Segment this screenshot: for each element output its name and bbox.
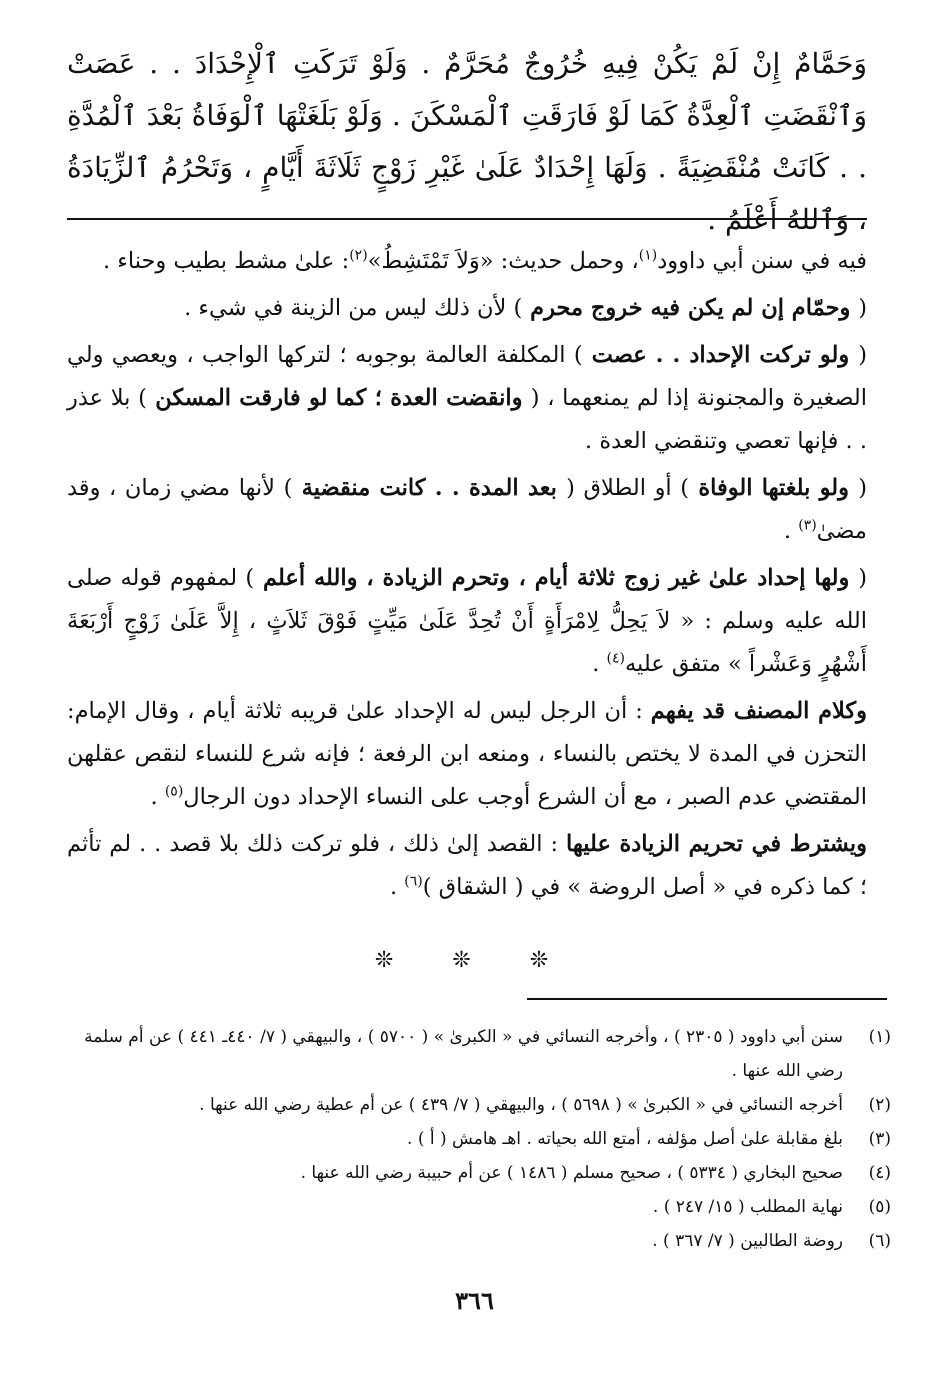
commentary-text: فيه في سنن أبي داوود <box>657 248 867 274</box>
quoted-matn: وحمّام إن لم يكن فيه خروج محرم <box>522 295 859 321</box>
footnote-item <box>55 1088 891 1122</box>
commentary-paragraph-7 <box>67 823 867 909</box>
footnote-text: بلغ مقابلة علىٰ أصل مؤلفه ، أمتع الله بحياته . اهـ هامش ( أ ) . <box>407 1129 843 1149</box>
commentary-text: : علىٰ مشط بطيب وحناء . <box>102 248 350 274</box>
footnote-ref: (٥) <box>164 783 184 800</box>
section-separator-stars: ❊ ❊ ❊ <box>374 948 575 973</box>
footnote-number: (٢) <box>868 1095 891 1115</box>
commentary-text: ) بلا عذر . . فإنها تعصي وتنقضي العدة . <box>67 385 867 454</box>
main-text: وَحَمَّامٌ إِنْ لَمْ يَكُنْ فِيهِ خُرُوجٌ مُحَرَّمٌ . وَلَوْ تَرَكَتِ ٱلْإِحْدَادَ . . عَصَتْ وَٱنْقَضَتِ ٱلْعِدَّةُ كَمَا لَوْ فَارَقَتِ ٱلْمَسْكَنَ . وَلَوْ بَلَغَتْهَا ٱلْوَفَاةُ بَعْدَ ٱلْمُدَّةِ . . كَانَتْ مُنْقَضِيَةً . وَلَهَا إِحْدَادٌ عَلَىٰ غَيْرِ زَوْجٍ ثَلَاثَةَ أَيَّامٍ ، وَتَحْرُمُ ٱلزِّيَادَةُ ، وَٱللهُ أَعْلَمُ . <box>67 47 867 236</box>
commentary-text: ( <box>858 565 867 591</box>
quoted-matn: ولها إحداد علىٰ غير زوج ثلاثة أيام ، وتحرم الزيادة ، والله أعلم <box>254 565 859 591</box>
footnote-number: (١) <box>868 1027 891 1047</box>
quoted-matn: ولو تركت الإحداد . . عصت <box>582 342 859 368</box>
footnote-text: أخرجه النسائي في « الكبرىٰ » ( ٥٦٩٨ ) ، والبيهقي ( ٧/ ٤٣٩ ) عن أم عطية رضي الله عنها . <box>199 1095 843 1115</box>
commentary-paragraph-1 <box>67 240 867 283</box>
footnote-ref: (٣) <box>798 517 817 534</box>
commentary-text: ) لأنها مضي زمان ، وقد مضىٰ <box>67 475 867 544</box>
footnote-ref: (٦) <box>404 873 423 890</box>
commentary-paragraph-5 <box>67 557 867 686</box>
footnote-divider <box>527 998 887 1000</box>
bold-lead: ويشترط في تحريم الزيادة عليها <box>565 831 867 857</box>
footnote-ref: (١) <box>638 247 658 264</box>
commentary-text: ) لأن ذلك ليس من الزينة في شيء . <box>184 295 523 321</box>
commentary-paragraph-2 <box>67 287 867 330</box>
commentary-text: ) أو الطلاق ( <box>566 475 690 501</box>
commentary-text: . <box>592 651 607 677</box>
commentary-text: . <box>389 874 405 900</box>
footnote-text: نهاية المطلب ( ١٥/ ٢٤٧ ) . <box>652 1197 843 1217</box>
quoted-matn: ولو بلغتها الوفاة <box>689 475 859 501</box>
footnote-text: روضة الطالبين ( ٧/ ٣٦٧ ) . <box>652 1231 843 1251</box>
bold-lead: وكلام المصنف قد يفهم <box>650 698 867 724</box>
footnote-item <box>55 1156 891 1190</box>
footnote-number: (٦) <box>868 1231 891 1251</box>
footnote-item <box>55 1020 891 1088</box>
commentary-text: . <box>150 784 165 810</box>
commentary-paragraph-3 <box>67 334 867 463</box>
page-number: ٣٦٦ <box>455 1286 494 1315</box>
footnote-item <box>55 1190 891 1224</box>
commentary-text: ( <box>858 342 868 368</box>
commentary-text: ( <box>858 475 868 501</box>
commentary-text: : أن الرجل ليس له الإحداد علىٰ قريبه ثلاثة أيام ، وقال الإمام: التحزن في المدة لا يختص بالنساء ، ومنعه ابن الرفعة ؛ فإنه شرع للنساء لنقص عقلهن المقتضي عدم الصبر ، مع أن الشرع أوجب على النساء الإحداد دون الرجال <box>67 698 867 810</box>
quoted-matn: وانقضت العدة ؛ كما لو فارقت المسكن <box>146 385 531 411</box>
footnote-ref: (٤) <box>606 650 625 667</box>
commentary-text: . <box>783 518 799 544</box>
main-text-divider <box>67 218 867 220</box>
footnote-number: (٤) <box>868 1163 891 1183</box>
footnote-item <box>55 1224 891 1258</box>
commentary-text: : القصد إلىٰ ذلك ، فلو تركت ذلك بلا قصد . . لم تأثم ؛ كما ذكره في « أصل الروضة » في ( الشقاق ) <box>67 831 867 900</box>
footnotes-list <box>55 1020 891 1258</box>
footnote-number: (٥) <box>868 1197 891 1217</box>
commentary-paragraph-4 <box>67 467 867 553</box>
commentary-text: ) لمفهوم قوله صلى الله عليه وسلم : « لاَ يَحِلُّ لِامْرَأَةٍ أَنْ تُحِدَّ عَلَىٰ مَيِّتٍ فَوْقَ ثَلاَثٍ ، إِلاَّ عَلَىٰ زَوْجٍ أَرْبَعَةَ أَشْهُرٍ وَعَشْراً » متفق عليه <box>67 565 867 677</box>
quoted-matn: بعد المدة . . كانت منقضية <box>292 475 567 501</box>
commentary-text: ، وحمل حديث: «وَلاَ تَمْتَشِطُ» <box>367 248 639 274</box>
commentary-text: ) المكلفة العالمة بوجوبه ؛ لتركها الواجب ، ويعصي ولي الصغيرة والمجنونة إذا لم يمنعهما ، ( <box>67 342 867 411</box>
commentary-text: ( <box>858 295 867 321</box>
footnote-number: (٣) <box>868 1129 891 1149</box>
footnote-text: صحيح البخاري ( ٥٣٣٤ ) ، صحيح مسلم ( ١٤٨٦ ) عن أم حبيبة رضي الله عنها . <box>300 1163 843 1183</box>
commentary <box>67 240 867 913</box>
footnote-item <box>55 1122 891 1156</box>
footnote-ref: (٢) <box>349 247 368 264</box>
footnote-text: سنن أبي داوود ( ٢٣٠٥ ) ، وأخرجه النسائي في « الكبرىٰ » ( ٥٧٠٠ ) ، والبيهقي ( ٧/ ٤٤٠ـ ٤٤١ ) عن أم سلمة رضي الله عنها . <box>84 1027 843 1081</box>
commentary-paragraph-6 <box>67 690 867 819</box>
